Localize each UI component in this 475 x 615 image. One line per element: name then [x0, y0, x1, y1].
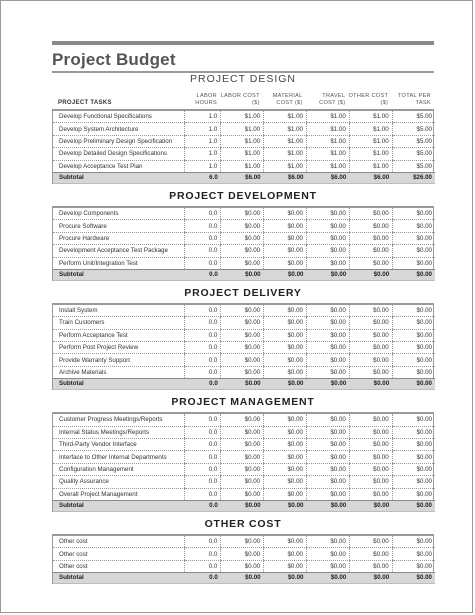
value-cell-other[interactable]: $0.00: [349, 232, 392, 244]
subtotal-label: Subtotal: [53, 500, 185, 511]
value-cell-material[interactable]: $1.00: [264, 123, 307, 135]
value-cell-hours[interactable]: 0.0: [185, 476, 221, 488]
table-row: [53, 317, 435, 329]
subtotal-hours: 0.0: [185, 269, 221, 280]
value-cell-material[interactable]: $0.00: [264, 305, 307, 317]
value-cell-travel[interactable]: $0.00: [306, 245, 349, 257]
value-cell-material[interactable]: $0.00: [264, 354, 307, 366]
value-cell-other[interactable]: $0.00: [349, 548, 392, 560]
value-cell-labor[interactable]: $0.00: [221, 463, 264, 475]
value-cell-total[interactable]: $5.00: [392, 160, 435, 172]
value-cell-hours[interactable]: 0.0: [185, 329, 221, 341]
table-row: [53, 414, 435, 426]
table-row: [53, 366, 435, 378]
task-name-cell[interactable]: Provide Warranty Support: [53, 354, 185, 366]
task-name-cell[interactable]: Other cost: [53, 536, 185, 548]
task-name-cell[interactable]: Develop Acceptance Test Plan: [53, 160, 185, 172]
section-title: PROJECT DELIVERY: [184, 286, 302, 299]
value-cell-travel[interactable]: $0.00: [306, 488, 349, 500]
table-row: [53, 451, 435, 463]
task-name-cell[interactable]: Perform Unit/Integration Test: [53, 257, 185, 269]
value-cell-total[interactable]: $0.00: [392, 317, 435, 329]
table-row: [53, 160, 435, 172]
value-cell-labor[interactable]: $1.00: [221, 148, 264, 160]
table-row: [53, 257, 435, 269]
subtotal-travel: $6.00: [306, 172, 349, 183]
value-cell-hours[interactable]: 0.0: [185, 354, 221, 366]
value-cell-other[interactable]: $0.00: [349, 476, 392, 488]
value-cell-travel[interactable]: $0.00: [306, 560, 349, 572]
value-cell-travel[interactable]: $0.00: [306, 232, 349, 244]
subtotal-other: $0.00: [349, 269, 392, 280]
value-cell-hours[interactable]: 1.0: [185, 160, 221, 172]
table-row: [53, 111, 435, 123]
budget-table: [53, 414, 435, 512]
value-cell-total[interactable]: $0.00: [392, 257, 435, 269]
value-cell-material[interactable]: $1.00: [264, 135, 307, 147]
value-cell-travel[interactable]: $0.00: [306, 220, 349, 232]
value-cell-total[interactable]: $0.00: [392, 220, 435, 232]
value-cell-other[interactable]: $0.00: [349, 426, 392, 438]
value-cell-other[interactable]: $0.00: [349, 414, 392, 426]
subtotal-labor: $0.00: [221, 379, 264, 390]
value-cell-travel[interactable]: $0.00: [306, 414, 349, 426]
value-cell-travel[interactable]: $0.00: [306, 463, 349, 475]
subtotal-label: Subtotal: [53, 269, 185, 280]
value-cell-hours[interactable]: 0.0: [185, 488, 221, 500]
table-row: [53, 548, 435, 560]
section-table-frame: [52, 208, 434, 281]
subtotal-travel: $0.00: [306, 573, 349, 584]
table-row: [53, 476, 435, 488]
value-cell-material[interactable]: $0.00: [264, 257, 307, 269]
value-cell-other[interactable]: $0.00: [349, 463, 392, 475]
subtotal-other: $0.00: [349, 379, 392, 390]
value-cell-hours[interactable]: 0.0: [185, 560, 221, 572]
value-cell-other[interactable]: $0.00: [349, 305, 392, 317]
value-cell-other[interactable]: $1.00: [349, 148, 392, 160]
value-cell-hours[interactable]: 0.0: [185, 463, 221, 475]
value-cell-hours[interactable]: 1.0: [185, 123, 221, 135]
subtotal-total: $0.00: [392, 500, 435, 511]
task-name-cell[interactable]: Develop Components: [53, 208, 185, 220]
section-title: PROJECT DESIGN: [190, 73, 296, 85]
task-name-cell[interactable]: Develop Preliminary Design Specification: [53, 135, 185, 147]
table-row: [53, 536, 435, 548]
value-cell-total[interactable]: $0.00: [392, 488, 435, 500]
value-cell-hours[interactable]: 0.0: [185, 366, 221, 378]
value-cell-labor[interactable]: $0.00: [221, 414, 264, 426]
value-cell-travel[interactable]: $0.00: [306, 305, 349, 317]
value-cell-hours[interactable]: 0.0: [185, 305, 221, 317]
value-cell-other[interactable]: $1.00: [349, 123, 392, 135]
section-title: PROJECT MANAGEMENT: [171, 396, 315, 409]
table-row: [53, 245, 435, 257]
subtotal-row: [53, 500, 435, 511]
value-cell-labor[interactable]: $0.00: [221, 317, 264, 329]
value-cell-total[interactable]: $0.00: [392, 439, 435, 451]
value-cell-total[interactable]: $0.00: [392, 451, 435, 463]
table-row: [53, 232, 435, 244]
task-name-cell[interactable]: Configuration Management: [53, 463, 185, 475]
subtotal-material: $0.00: [264, 500, 307, 511]
task-name-cell[interactable]: Other cost: [53, 560, 185, 572]
value-cell-total[interactable]: $0.00: [392, 560, 435, 572]
top-rule: [52, 41, 434, 45]
value-cell-total[interactable]: $0.00: [392, 426, 435, 438]
table-row: [53, 305, 435, 317]
table-row: [53, 560, 435, 572]
value-cell-total[interactable]: $0.00: [392, 366, 435, 378]
value-cell-total[interactable]: $0.00: [392, 232, 435, 244]
value-cell-labor[interactable]: $0.00: [221, 220, 264, 232]
value-cell-hours[interactable]: 1.0: [185, 135, 221, 147]
subtotal-material: $0.00: [264, 573, 307, 584]
sections-container: [52, 71, 434, 584]
value-cell-hours[interactable]: 0.0: [185, 208, 221, 220]
value-cell-labor[interactable]: $0.00: [221, 232, 264, 244]
value-cell-labor[interactable]: $0.00: [221, 560, 264, 572]
subtotal-total: $0.00: [392, 269, 435, 280]
subtotal-total: $0.00: [392, 379, 435, 390]
value-cell-total[interactable]: $0.00: [392, 536, 435, 548]
value-cell-material[interactable]: $0.00: [264, 488, 307, 500]
table-row: [53, 220, 435, 232]
subtotal-other: $0.00: [349, 500, 392, 511]
section-table-frame: [52, 536, 434, 584]
budget-table: [53, 111, 435, 184]
value-cell-travel[interactable]: $0.00: [306, 426, 349, 438]
value-cell-travel[interactable]: $0.00: [306, 354, 349, 366]
value-cell-total[interactable]: $5.00: [392, 123, 435, 135]
value-cell-other[interactable]: $0.00: [349, 220, 392, 232]
value-cell-labor[interactable]: $1.00: [221, 123, 264, 135]
value-cell-travel[interactable]: $0.00: [306, 342, 349, 354]
value-cell-travel[interactable]: $1.00: [306, 148, 349, 160]
value-cell-material[interactable]: $0.00: [264, 208, 307, 220]
value-cell-hours[interactable]: 0.0: [185, 439, 221, 451]
value-cell-travel[interactable]: $0.00: [306, 548, 349, 560]
value-cell-other[interactable]: $0.00: [349, 560, 392, 572]
section-table-frame: [52, 305, 434, 390]
task-name-cell[interactable]: Internal Status Meetings/Reports: [53, 426, 185, 438]
budget-table: [53, 208, 435, 281]
budget-sheet: [52, 41, 434, 584]
column-header-material: MATERIAL COST ($): [272, 93, 303, 106]
subtotal-material: $0.00: [264, 379, 307, 390]
value-cell-other[interactable]: $0.00: [349, 488, 392, 500]
table-row: [53, 123, 435, 135]
value-cell-hours[interactable]: 0.0: [185, 426, 221, 438]
subtotal-labor: $0.00: [221, 269, 264, 280]
value-cell-total[interactable]: $5.00: [392, 135, 435, 147]
value-cell-material[interactable]: $0.00: [264, 317, 307, 329]
value-cell-total[interactable]: $5.00: [392, 111, 435, 123]
value-cell-material[interactable]: $0.00: [264, 463, 307, 475]
value-cell-material[interactable]: $0.00: [264, 548, 307, 560]
value-cell-hours[interactable]: 0.0: [185, 257, 221, 269]
value-cell-other[interactable]: $0.00: [349, 257, 392, 269]
section-table-frame: [52, 414, 434, 512]
subtotal-other: $6.00: [349, 172, 392, 183]
task-name-cell[interactable]: Third-Party Vendor Interface: [53, 439, 185, 451]
task-name-cell[interactable]: Develop Functional Specifications: [53, 111, 185, 123]
value-cell-other[interactable]: $0.00: [349, 317, 392, 329]
task-name-cell[interactable]: Quality Assurance: [53, 476, 185, 488]
value-cell-travel[interactable]: $0.00: [306, 439, 349, 451]
value-cell-hours[interactable]: 0.0: [185, 342, 221, 354]
subtotal-hours: 0.0: [185, 379, 221, 390]
value-cell-total[interactable]: $0.00: [392, 463, 435, 475]
value-cell-travel[interactable]: $1.00: [306, 111, 349, 123]
value-cell-other[interactable]: $0.00: [349, 329, 392, 341]
page-title: Project Budget: [52, 50, 176, 69]
value-cell-material[interactable]: $0.00: [264, 536, 307, 548]
value-cell-other[interactable]: $1.00: [349, 111, 392, 123]
table-row: [53, 439, 435, 451]
subtotal-travel: $0.00: [306, 379, 349, 390]
value-cell-other[interactable]: $0.00: [349, 536, 392, 548]
value-cell-hours[interactable]: 0.0: [185, 317, 221, 329]
value-cell-total[interactable]: $0.00: [392, 245, 435, 257]
budget-section: [52, 390, 434, 512]
value-cell-material[interactable]: $0.00: [264, 451, 307, 463]
value-cell-total[interactable]: $0.00: [392, 354, 435, 366]
column-header-labor: LABOR COST ($): [220, 93, 260, 106]
value-cell-material[interactable]: $0.00: [264, 426, 307, 438]
column-header-travel: TRAVEL COST ($): [319, 93, 346, 106]
value-cell-travel[interactable]: $0.00: [306, 329, 349, 341]
value-cell-material[interactable]: $1.00: [264, 148, 307, 160]
value-cell-labor[interactable]: $0.00: [221, 305, 264, 317]
budget-table: [53, 536, 435, 584]
task-name-cell[interactable]: Develop Detailed Design Specifications: [53, 148, 185, 160]
value-cell-material[interactable]: $1.00: [264, 160, 307, 172]
table-row: [53, 148, 435, 160]
value-cell-travel[interactable]: $0.00: [306, 366, 349, 378]
value-cell-material[interactable]: $0.00: [264, 476, 307, 488]
value-cell-labor[interactable]: $1.00: [221, 111, 264, 123]
table-row: [53, 329, 435, 341]
value-cell-total[interactable]: $0.00: [392, 208, 435, 220]
value-cell-material[interactable]: $0.00: [264, 232, 307, 244]
subtotal-row: [53, 269, 435, 280]
value-cell-other[interactable]: $0.00: [349, 245, 392, 257]
budget-section: [52, 71, 434, 184]
value-cell-travel[interactable]: $0.00: [306, 208, 349, 220]
value-cell-labor[interactable]: $1.00: [221, 135, 264, 147]
value-cell-total[interactable]: $0.00: [392, 342, 435, 354]
value-cell-travel[interactable]: $0.00: [306, 257, 349, 269]
value-cell-material[interactable]: $0.00: [264, 439, 307, 451]
subtotal-label: Subtotal: [53, 172, 185, 183]
value-cell-other[interactable]: $1.00: [349, 160, 392, 172]
value-cell-labor[interactable]: $0.00: [221, 488, 264, 500]
column-header-task: PROJECT TASKS: [58, 100, 112, 106]
value-cell-labor[interactable]: $0.00: [221, 329, 264, 341]
column-header-total: TOTAL PER TASK: [397, 93, 431, 106]
value-cell-material[interactable]: $0.00: [264, 560, 307, 572]
value-cell-hours[interactable]: 0.0: [185, 245, 221, 257]
value-cell-labor[interactable]: $0.00: [221, 208, 264, 220]
value-cell-labor[interactable]: $0.00: [221, 354, 264, 366]
value-cell-labor[interactable]: $0.00: [221, 426, 264, 438]
value-cell-labor[interactable]: $0.00: [221, 439, 264, 451]
value-cell-hours[interactable]: 1.0: [185, 148, 221, 160]
subtotal-hours: 6.0: [185, 172, 221, 183]
task-name-cell[interactable]: Other cost: [53, 548, 185, 560]
value-cell-other[interactable]: $0.00: [349, 366, 392, 378]
value-cell-material[interactable]: $0.00: [264, 414, 307, 426]
value-cell-other[interactable]: $0.00: [349, 354, 392, 366]
value-cell-hours[interactable]: 0.0: [185, 414, 221, 426]
value-cell-other[interactable]: $1.00: [349, 135, 392, 147]
value-cell-material[interactable]: $0.00: [264, 329, 307, 341]
value-cell-material[interactable]: $1.00: [264, 111, 307, 123]
value-cell-hours[interactable]: 0.0: [185, 220, 221, 232]
budget-section: [52, 184, 434, 281]
value-cell-labor[interactable]: $0.00: [221, 536, 264, 548]
value-cell-hours[interactable]: 0.0: [185, 548, 221, 560]
value-cell-travel[interactable]: $1.00: [306, 123, 349, 135]
value-cell-total[interactable]: $0.00: [392, 305, 435, 317]
value-cell-material[interactable]: $0.00: [264, 366, 307, 378]
table-row: [53, 426, 435, 438]
value-cell-total[interactable]: $0.00: [392, 414, 435, 426]
task-name-cell[interactable]: Interface to Other Internal Departments: [53, 451, 185, 463]
subtotal-label: Subtotal: [53, 573, 185, 584]
task-name-cell[interactable]: Procure Hardware: [53, 232, 185, 244]
subtotal-total: $0.00: [392, 573, 435, 584]
value-cell-travel[interactable]: $0.00: [306, 536, 349, 548]
value-cell-other[interactable]: $0.00: [349, 208, 392, 220]
subtotal-labor: $6.00: [221, 172, 264, 183]
value-cell-travel[interactable]: $1.00: [306, 135, 349, 147]
subtotal-travel: $0.00: [306, 500, 349, 511]
value-cell-travel[interactable]: $0.00: [306, 451, 349, 463]
value-cell-total[interactable]: $5.00: [392, 148, 435, 160]
value-cell-total[interactable]: $0.00: [392, 329, 435, 341]
task-name-cell[interactable]: Perform Post Project Review: [53, 342, 185, 354]
value-cell-hours[interactable]: 0.0: [185, 232, 221, 244]
value-cell-hours[interactable]: 0.0: [185, 536, 221, 548]
subtotal-row: [53, 573, 435, 584]
subtotal-hours: 0.0: [185, 573, 221, 584]
task-name-cell[interactable]: Procure Software: [53, 220, 185, 232]
task-name-cell[interactable]: Overall Project Management: [53, 488, 185, 500]
subtotal-row: [53, 172, 435, 183]
subtotal-row: [53, 379, 435, 390]
section-title: OTHER COST: [204, 517, 282, 530]
table-row: [53, 342, 435, 354]
table-row: [53, 488, 435, 500]
value-cell-labor[interactable]: $0.00: [221, 342, 264, 354]
section-title: PROJECT DEVELOPMENT: [169, 189, 317, 202]
subtotal-labor: $0.00: [221, 500, 264, 511]
table-row: [53, 208, 435, 220]
value-cell-labor[interactable]: $0.00: [221, 476, 264, 488]
task-name-cell[interactable]: Archive Materials: [53, 366, 185, 378]
subtotal-material: $6.00: [264, 172, 307, 183]
subtotal-travel: $0.00: [306, 269, 349, 280]
table-row: [53, 463, 435, 475]
subtotal-total: $26.00: [392, 172, 435, 183]
value-cell-labor[interactable]: $0.00: [221, 245, 264, 257]
value-cell-labor[interactable]: $0.00: [221, 257, 264, 269]
task-name-cell[interactable]: Train Customers: [53, 317, 185, 329]
budget-section: [52, 512, 434, 584]
value-cell-travel[interactable]: $0.00: [306, 476, 349, 488]
subtotal-hours: 0.0: [185, 500, 221, 511]
column-header-other: OTHER COST ($): [348, 93, 389, 106]
value-cell-material[interactable]: $0.00: [264, 220, 307, 232]
value-cell-travel[interactable]: $1.00: [306, 160, 349, 172]
task-name-cell[interactable]: Perform Acceptance Test: [53, 329, 185, 341]
subtotal-labor: $0.00: [221, 573, 264, 584]
value-cell-travel[interactable]: $0.00: [306, 317, 349, 329]
value-cell-labor[interactable]: $0.00: [221, 366, 264, 378]
table-row: [53, 135, 435, 147]
subtotal-label: Subtotal: [53, 379, 185, 390]
value-cell-labor[interactable]: $1.00: [221, 160, 264, 172]
value-cell-material[interactable]: $0.00: [264, 245, 307, 257]
value-cell-other[interactable]: $0.00: [349, 439, 392, 451]
section-table-frame: [52, 111, 434, 184]
value-cell-labor[interactable]: $0.00: [221, 451, 264, 463]
budget-table: [53, 305, 435, 390]
value-cell-other[interactable]: $0.00: [349, 342, 392, 354]
subtotal-other: $0.00: [349, 573, 392, 584]
value-cell-hours[interactable]: 0.0: [185, 451, 221, 463]
subtotal-material: $0.00: [264, 269, 307, 280]
table-row: [53, 354, 435, 366]
task-name-cell[interactable]: Install System: [53, 305, 185, 317]
task-name-cell[interactable]: Development Acceptance Test Package: [53, 245, 185, 257]
task-name-cell[interactable]: Develop System Architecture: [53, 123, 185, 135]
value-cell-labor[interactable]: $0.00: [221, 548, 264, 560]
column-header-row: [52, 89, 434, 111]
value-cell-total[interactable]: $0.00: [392, 548, 435, 560]
column-header-hours: LABOR HOURS: [195, 93, 217, 106]
task-name-cell[interactable]: Customer Progress Meetings/Reports: [53, 414, 185, 426]
budget-section: [52, 281, 434, 390]
value-cell-total[interactable]: $0.00: [392, 476, 435, 488]
value-cell-other[interactable]: $0.00: [349, 451, 392, 463]
value-cell-material[interactable]: $0.00: [264, 342, 307, 354]
value-cell-hours[interactable]: 1.0: [185, 111, 221, 123]
